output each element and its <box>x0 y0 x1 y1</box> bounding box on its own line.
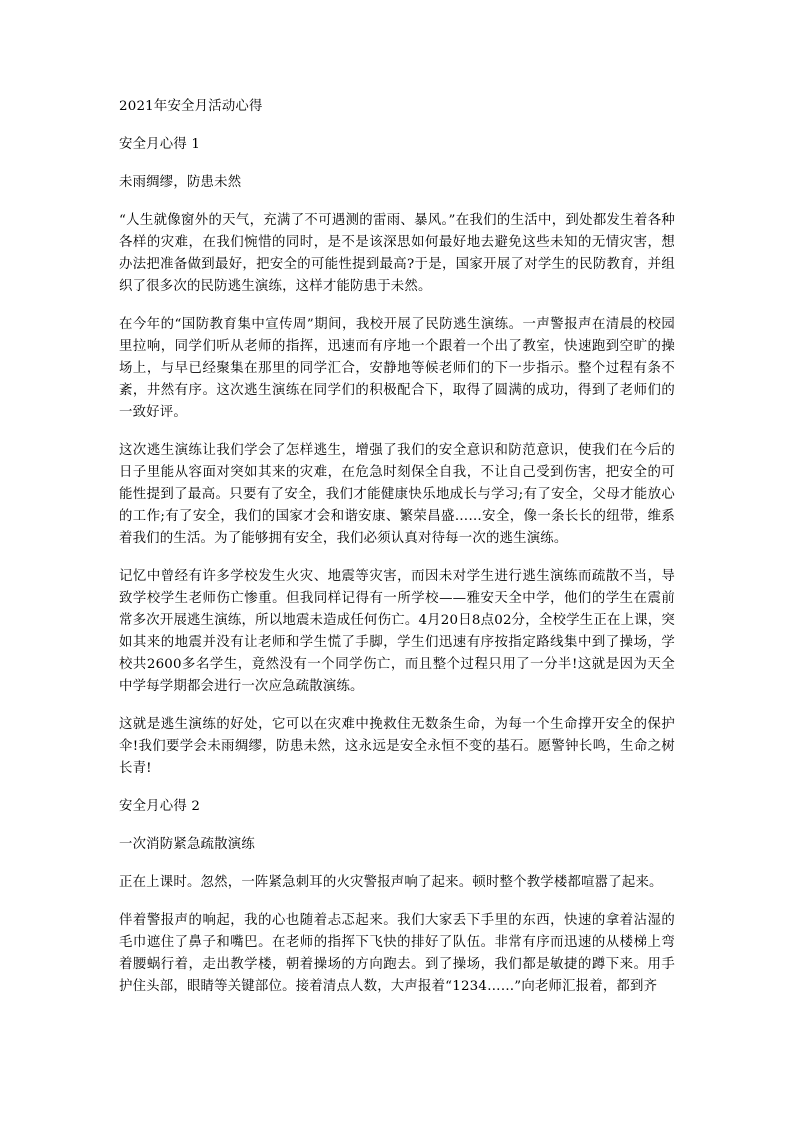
section-1-paragraph: “人生就像窗外的天气，充满了不可遇测的雷雨、暴风。”在我们的生活中，到处都发生着各种各样的灾难，在我们惋惜的同时，是不是该深思如何最好地去避免这些未知的无情灾害，想办法把准备做到最好，把安全的可能性提到最高?于是，国家开展了对学生的民防教育，并组织了很多次的民防逃生演练，这样才能防患于未然。 <box>119 213 675 294</box>
document-title: 2021年安全月活动心得 <box>119 99 263 114</box>
section-2-heading: 安全月心得 2 <box>119 799 201 814</box>
section-2-paragraph: 伴着警报声的响起，我的心也随着忐忑起来。我们大家丢下手里的东西，快速的拿着沾湿的毛巾遮住了鼻子和嘴巴。在老师的指挥下飞快的排好了队伍。非常有序而迅速的从楼梯上弯着腰蜗行着，走出教学楼，朝着操场的方向跑去。到了操场，我们都是敏捷的蹲下来。用手护住头部，眼睛等关键部位。接着清点人数，大声报着“1234……”向老师汇报着，都到齐 <box>119 913 675 994</box>
section-2-subtitle: 一次消防紧急疏散演练 <box>119 837 255 852</box>
section-1-subtitle: 未雨绸缪，防患未然 <box>119 175 242 190</box>
section-1-paragraph: 这次逃生演练让我们学会了怎样逃生，增强了我们的安全意识和防范意识，使我们在今后的日子里能从容面对突如其来的灾难，在危急时刻保全自我，不让自己受到伤害，把安全的可能性提到了最高。只要有了安全，我们才能健康快乐地成长与学习;有了安全，父母才能放心的工作;有了安全，我们的国家才会和谐安康、繁荣昌盛……安全，像一条长长的纽带，维系着我们的生活。为了能够拥有安全，我们必须认真对待每一次的逃生演练。 <box>119 443 675 546</box>
section-1-paragraph: 这就是逃生演练的好处，它可以在灾难中挽救住无数条生命，为每一个生命撑开安全的保护伞!我们要学会未雨绸缪，防患未然，这永远是安全永恒不变的基石。愿警钟长鸣，生命之树长青! <box>119 717 675 776</box>
section-1-paragraph: 记忆中曾经有许多学校发生火灾、地震等灾害，而因未对学生进行逃生演练而疏散不当，导致学校学生老师伤亡惨重。但我同样记得有一所学校——雅安天全中学，他们的学生在震前常多次开展逃生演练，所以地震未造成任何伤亡。4月20日8点02分，全校学生正在上课，突如其来的地震并没有让老师和学生慌了手脚，学生们迅速有序按指定路线集中到了操场，学校共2600多名学生，竟然没有一个同学伤亡，而且整个过程只用了一分半!这就是因为天全中学每学期都会进行一次应急疏散演练。 <box>119 569 675 694</box>
section-1-paragraph: 在今年的“国防教育集中宣传周”期间，我校开展了民防逃生演练。一声警报声在清晨的校园里拉响，同学们听从老师的指挥，迅速而有序地一个跟着一个出了教室，快速跑到空旷的操场上，与早已经聚集在那里的同学汇合，安静地等候老师们的下一步指示。整个过程有条不紊，井然有序。这次逃生演练在同学们的积极配合下，取得了圆满的成功，得到了老师们的一致好评。 <box>119 317 675 420</box>
section-1-heading: 安全月心得 1 <box>119 137 201 152</box>
section-2-paragraph: 正在上课时。忽然，一阵紧急刺耳的火灾警报声响了起来。顿时整个教学楼都喧嚣了起来。 <box>119 875 663 890</box>
document-page <box>119 96 675 998</box>
